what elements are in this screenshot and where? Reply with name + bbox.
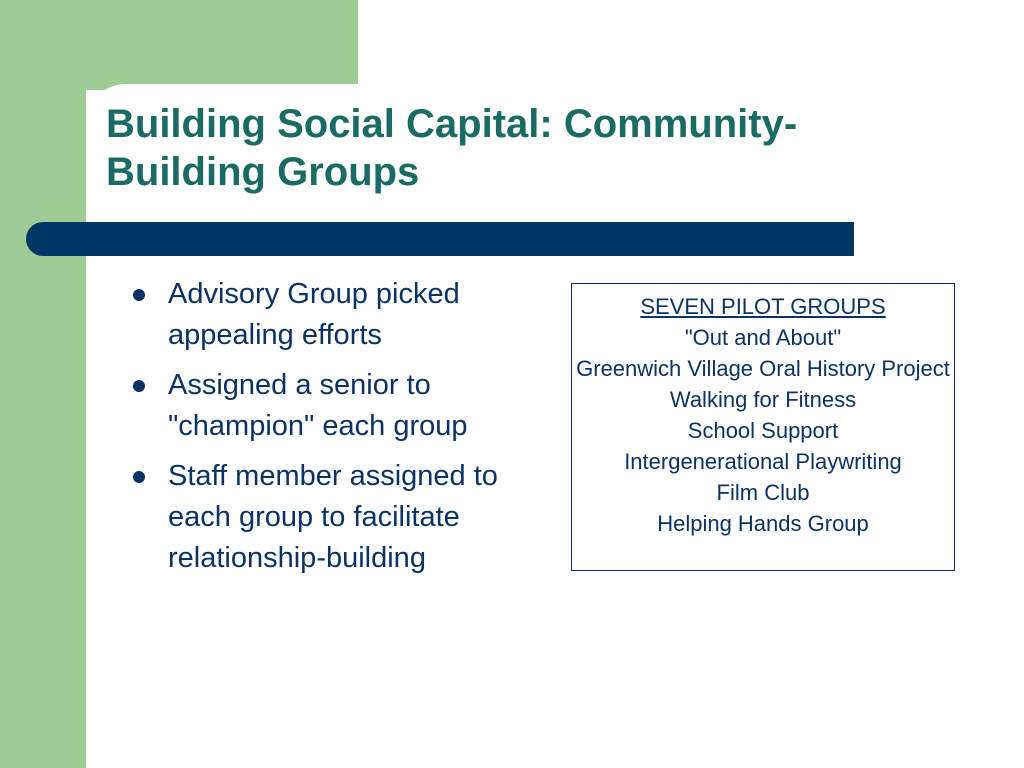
- title-divider-bar: [26, 222, 854, 256]
- pilot-groups-list: [572, 322, 954, 539]
- green-top-decoration: [0, 0, 358, 90]
- pilot-group-item: Helping Hands Group: [657, 511, 869, 536]
- bullet-list: [130, 274, 525, 588]
- bullet-dot-icon: [133, 289, 145, 301]
- pilot-group-item: "Out and About": [684, 325, 842, 350]
- pilot-groups-heading: SEVEN PILOT GROUPS: [640, 294, 886, 319]
- bullet-text: Staff member assigned to each group to facilitate relationship-building: [168, 460, 498, 574]
- bullet-item: [130, 365, 525, 447]
- green-sidebar-decoration: [0, 0, 86, 768]
- bullet-item: [130, 456, 525, 579]
- pilot-group-item: Walking for Fitness: [669, 387, 857, 412]
- bullet-text: Assigned a senior to "champion" each group: [168, 369, 468, 442]
- bullet-item: [130, 274, 525, 356]
- pilot-group-item: School Support: [687, 418, 839, 443]
- slide-title: Building Social Capital: Community- Building Groups: [106, 102, 798, 194]
- bullet-text: Advisory Group picked appealing efforts: [168, 278, 460, 351]
- pilot-group-item: Film Club: [716, 480, 810, 505]
- pilot-group-item: Intergenerational Playwriting: [624, 449, 902, 474]
- bullet-dot-icon: [133, 380, 145, 392]
- bullet-dot-icon: [133, 471, 145, 483]
- pilot-group-item: Greenwich Village Oral History Project: [576, 356, 950, 381]
- pilot-groups-box: [571, 283, 955, 571]
